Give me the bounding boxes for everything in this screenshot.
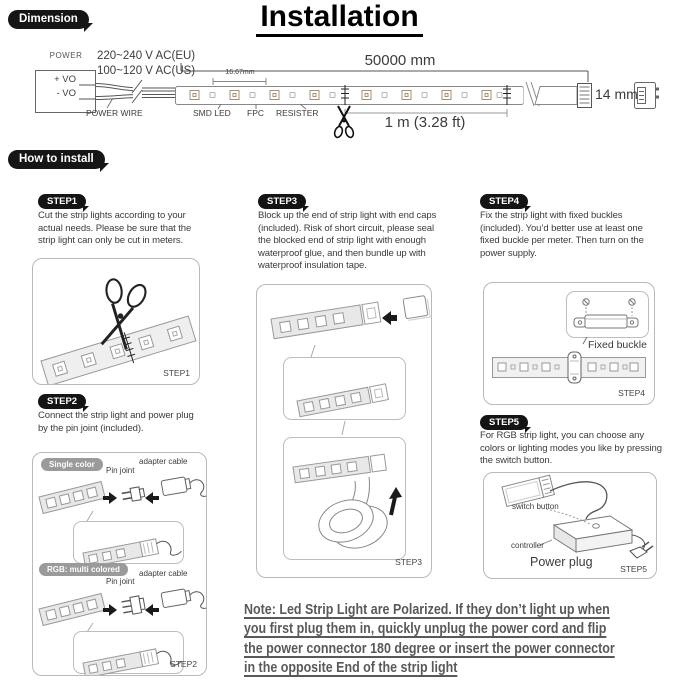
pin-joint-4pin-icon bbox=[121, 595, 146, 616]
strip-width-label: 14 mm bbox=[595, 86, 638, 102]
step2-figure bbox=[32, 452, 207, 676]
step1-figure-art bbox=[33, 259, 199, 384]
arrow-right-icon bbox=[103, 492, 117, 504]
voltage-us-label: 100~120 V AC(US) bbox=[97, 65, 196, 77]
power-plug-label: Power plug bbox=[530, 555, 593, 569]
step3-text: Block up the end of strip light with end caps (included). Risk of short circuit, please seal the blocked end of strip light with enough waterproof glue, and then bundle up with waterproof insulation tape. bbox=[258, 210, 437, 272]
step3-figure bbox=[256, 284, 432, 578]
pin-joint-2pin-icon bbox=[121, 486, 145, 503]
scissors-icon bbox=[333, 106, 354, 138]
how-to-install-label: How to install bbox=[19, 153, 94, 165]
step1-text: Cut the strip lights according to your actual needs. Please be sure that the strip light can only be cut in meters. bbox=[38, 210, 192, 247]
arrow-left-icon bbox=[145, 604, 159, 616]
step3-badge: STEP3 bbox=[258, 194, 306, 209]
polarity-note bbox=[244, 601, 679, 679]
single-color-badge: Single color bbox=[41, 458, 103, 471]
page-title: Installation bbox=[0, 0, 679, 34]
pin-joint-label: Pin joint bbox=[106, 577, 135, 586]
rgb-multi-colored-badge: RGB: multi colored bbox=[39, 563, 128, 576]
minus-terminal-label: - VO bbox=[56, 88, 76, 99]
plus-terminal-label: + VO bbox=[54, 74, 76, 85]
tape-roll-icon bbox=[313, 493, 393, 556]
note-line-2: you first plug them in, quickly unplug the power cord and flip bbox=[244, 621, 607, 638]
resister-label: RESISTER bbox=[276, 108, 319, 118]
controller-label: controller bbox=[511, 541, 544, 550]
controller-icon bbox=[554, 516, 632, 552]
step5-badge: STEP5 bbox=[480, 415, 528, 430]
buckle-on-strip-icon bbox=[568, 352, 581, 383]
power-plug-icon bbox=[630, 542, 653, 558]
switch-button-label: switch button bbox=[512, 502, 559, 511]
adapter-cable-label: adapter cable bbox=[139, 457, 188, 466]
arrow-left-icon bbox=[145, 492, 159, 504]
step5-figure bbox=[483, 472, 657, 579]
power-wire-label: POWER WIRE bbox=[86, 108, 143, 118]
dimension-badge-label: Dimension bbox=[19, 13, 78, 25]
fpc-label: FPC bbox=[247, 108, 264, 118]
step1-badge: STEP1 bbox=[38, 194, 86, 209]
voltage-eu-label: 220~240 V AC(EU) bbox=[97, 50, 196, 62]
fixed-buckle-label: Fixed buckle bbox=[588, 339, 647, 351]
dimension-diagram bbox=[0, 48, 679, 148]
fixed-buckle-icon bbox=[574, 315, 638, 328]
step2-badge: STEP2 bbox=[38, 394, 86, 409]
note-line-4: in the opposite End of the strip light bbox=[244, 660, 458, 677]
end-cap-icon bbox=[403, 295, 430, 320]
step4-text: Fix the strip light with fixed buckles (included). You’d better use at least one fixed buckle per meter. Then turn on the power supply. bbox=[480, 210, 644, 259]
cut-length-label: 1 m (3.28 ft) bbox=[384, 114, 466, 131]
screw-icon bbox=[583, 299, 635, 316]
adapter-cable-icon bbox=[161, 585, 206, 615]
step4-figure bbox=[483, 282, 655, 405]
step4-badge: STEP4 bbox=[480, 194, 528, 209]
arrow-right-icon bbox=[103, 604, 117, 616]
step1-figure-label: STEP1 bbox=[163, 368, 190, 378]
pitch-dimension-line bbox=[213, 78, 266, 85]
step2-text: Connect the strip light and power plug by the pin joint (included). bbox=[38, 410, 194, 434]
pin-joint-label: Pin joint bbox=[106, 466, 135, 475]
switch-button-icon bbox=[593, 524, 600, 528]
step4-figure-label: STEP4 bbox=[618, 388, 645, 398]
arrow-up-icon bbox=[389, 487, 402, 499]
power-label: POWER bbox=[49, 51, 83, 60]
step3-figure-art bbox=[257, 285, 431, 577]
note-line-3: the power connector 180 degree or insert the power connector bbox=[244, 640, 615, 657]
step2-figure-label: STEP2 bbox=[170, 659, 197, 669]
adapter-cable-label: adapter cable bbox=[139, 569, 188, 578]
adapter-cable-icon bbox=[161, 473, 206, 503]
step5-text: For RGB strip light, you can choose any colors or lighting modes you like by pressing the switch button. bbox=[480, 430, 662, 467]
led-strip bbox=[176, 87, 524, 105]
note-line-1: Note: Led Strip Light are Polarized. If they don’t light up when bbox=[244, 602, 610, 618]
total-length-label: 50000 mm bbox=[364, 52, 436, 69]
arrow-left-icon bbox=[382, 311, 397, 325]
how-to-install-badge bbox=[8, 150, 105, 169]
step1-figure bbox=[32, 258, 200, 385]
led-pitch-label: 16.67mm bbox=[225, 69, 255, 76]
step5-figure-label: STEP5 bbox=[620, 564, 647, 574]
step3-figure-label: STEP3 bbox=[395, 557, 422, 567]
smd-led-label: SMD LED bbox=[193, 108, 231, 118]
